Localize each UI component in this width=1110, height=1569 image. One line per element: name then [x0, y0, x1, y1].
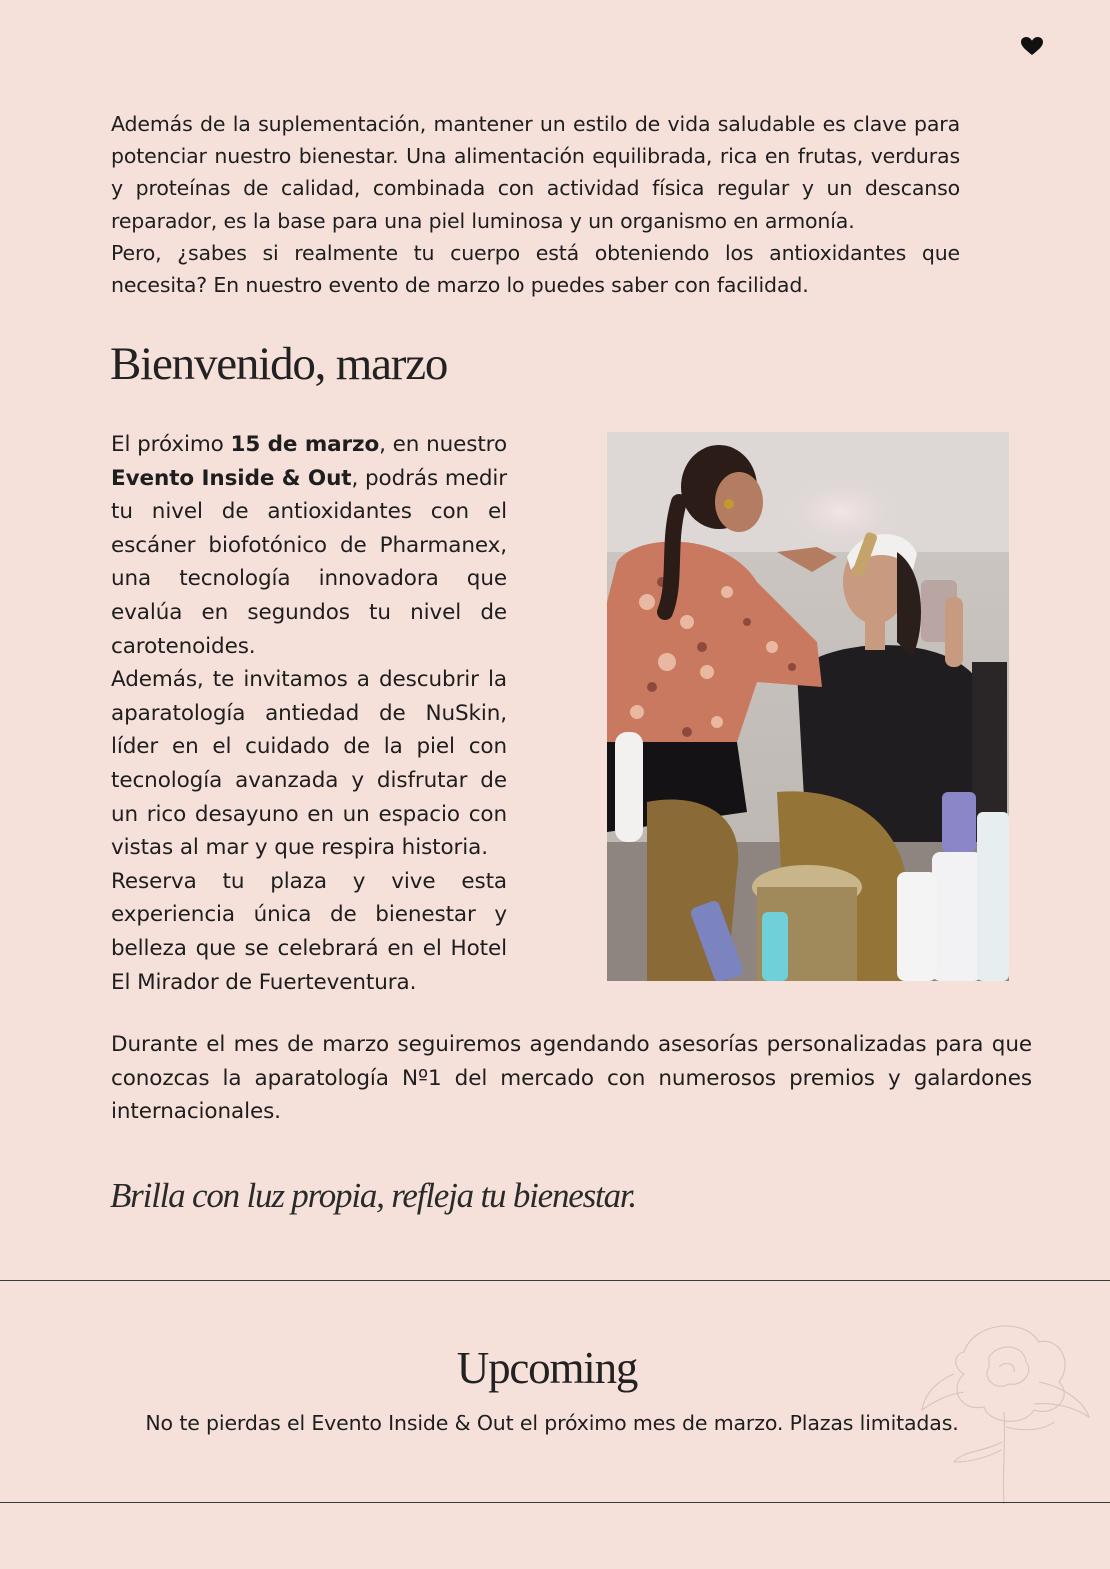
- event-paragraph: [111, 428, 507, 663]
- tagline-quote: Brilla con luz propia, refleja tu bienestar.: [110, 1176, 636, 1215]
- event-date: 15 de marzo: [230, 432, 380, 457]
- divider-bottom: [0, 1502, 1110, 1503]
- nuskin-paragraph: Además, te invitamos a descubrir la aparatología antiedad de NuSkin, líder en el cuidado de la piel con tecnología avanzada y disfrutar de un rico desayuno en un espacio con vistas al mar y que respira historia.: [111, 667, 507, 861]
- event-text-3: , podrás medir tu nivel de antioxidantes con el escáner biofotónico de Pharmanex, una tecnología innovadora que evalúa en segundos tu nivel de carotenoides.: [111, 465, 508, 659]
- intro-paragraph-1: Además de la suplementación, mantener un estilo de vida saludable es clave para potenciar nuestro bienestar. Una alimentación equilibrada, rica en frutas, verduras y proteínas de calidad, combinada con actividad física regular y un descanso reparador, es la base para una piel luminosa y un organismo en armonía.: [111, 112, 960, 233]
- reserve-paragraph: Reserva tu plaza y vive esta experiencia única de bienestar y belleza que se celebrará en el Hotel El Mirador de Fuerteventura.: [111, 868, 507, 995]
- upcoming-text: No te pierdas el Evento Inside & Out el próximo mes de marzo. Plazas limitadas.: [145, 1411, 959, 1435]
- intro-text: [111, 108, 960, 301]
- intro-paragraph-2: Pero, ¿sabes si realmente tu cuerpo está obteniendo los antioxidantes que necesita? En nuestro evento de marzo lo puedes saber con facilidad.: [111, 240, 960, 298]
- divider-top: [0, 1280, 1110, 1281]
- consultations-paragraph: Durante el mes de marzo seguiremos agendando asesorías personalizadas para que conozcas la aparatología Nº1 del mercado con numerosos premios y galardones internacionales.: [111, 1032, 1032, 1125]
- upcoming-title: Upcoming: [456, 1343, 638, 1393]
- event-name: Evento Inside & Out: [111, 465, 352, 491]
- event-text-2: , en nuestro: [379, 432, 507, 457]
- section-title: Bienvenido, marzo: [110, 338, 448, 390]
- heart-icon[interactable]: [1020, 36, 1044, 56]
- event-photo: [607, 432, 1009, 981]
- event-description: [111, 428, 507, 999]
- event-text-1: El próximo: [111, 432, 231, 457]
